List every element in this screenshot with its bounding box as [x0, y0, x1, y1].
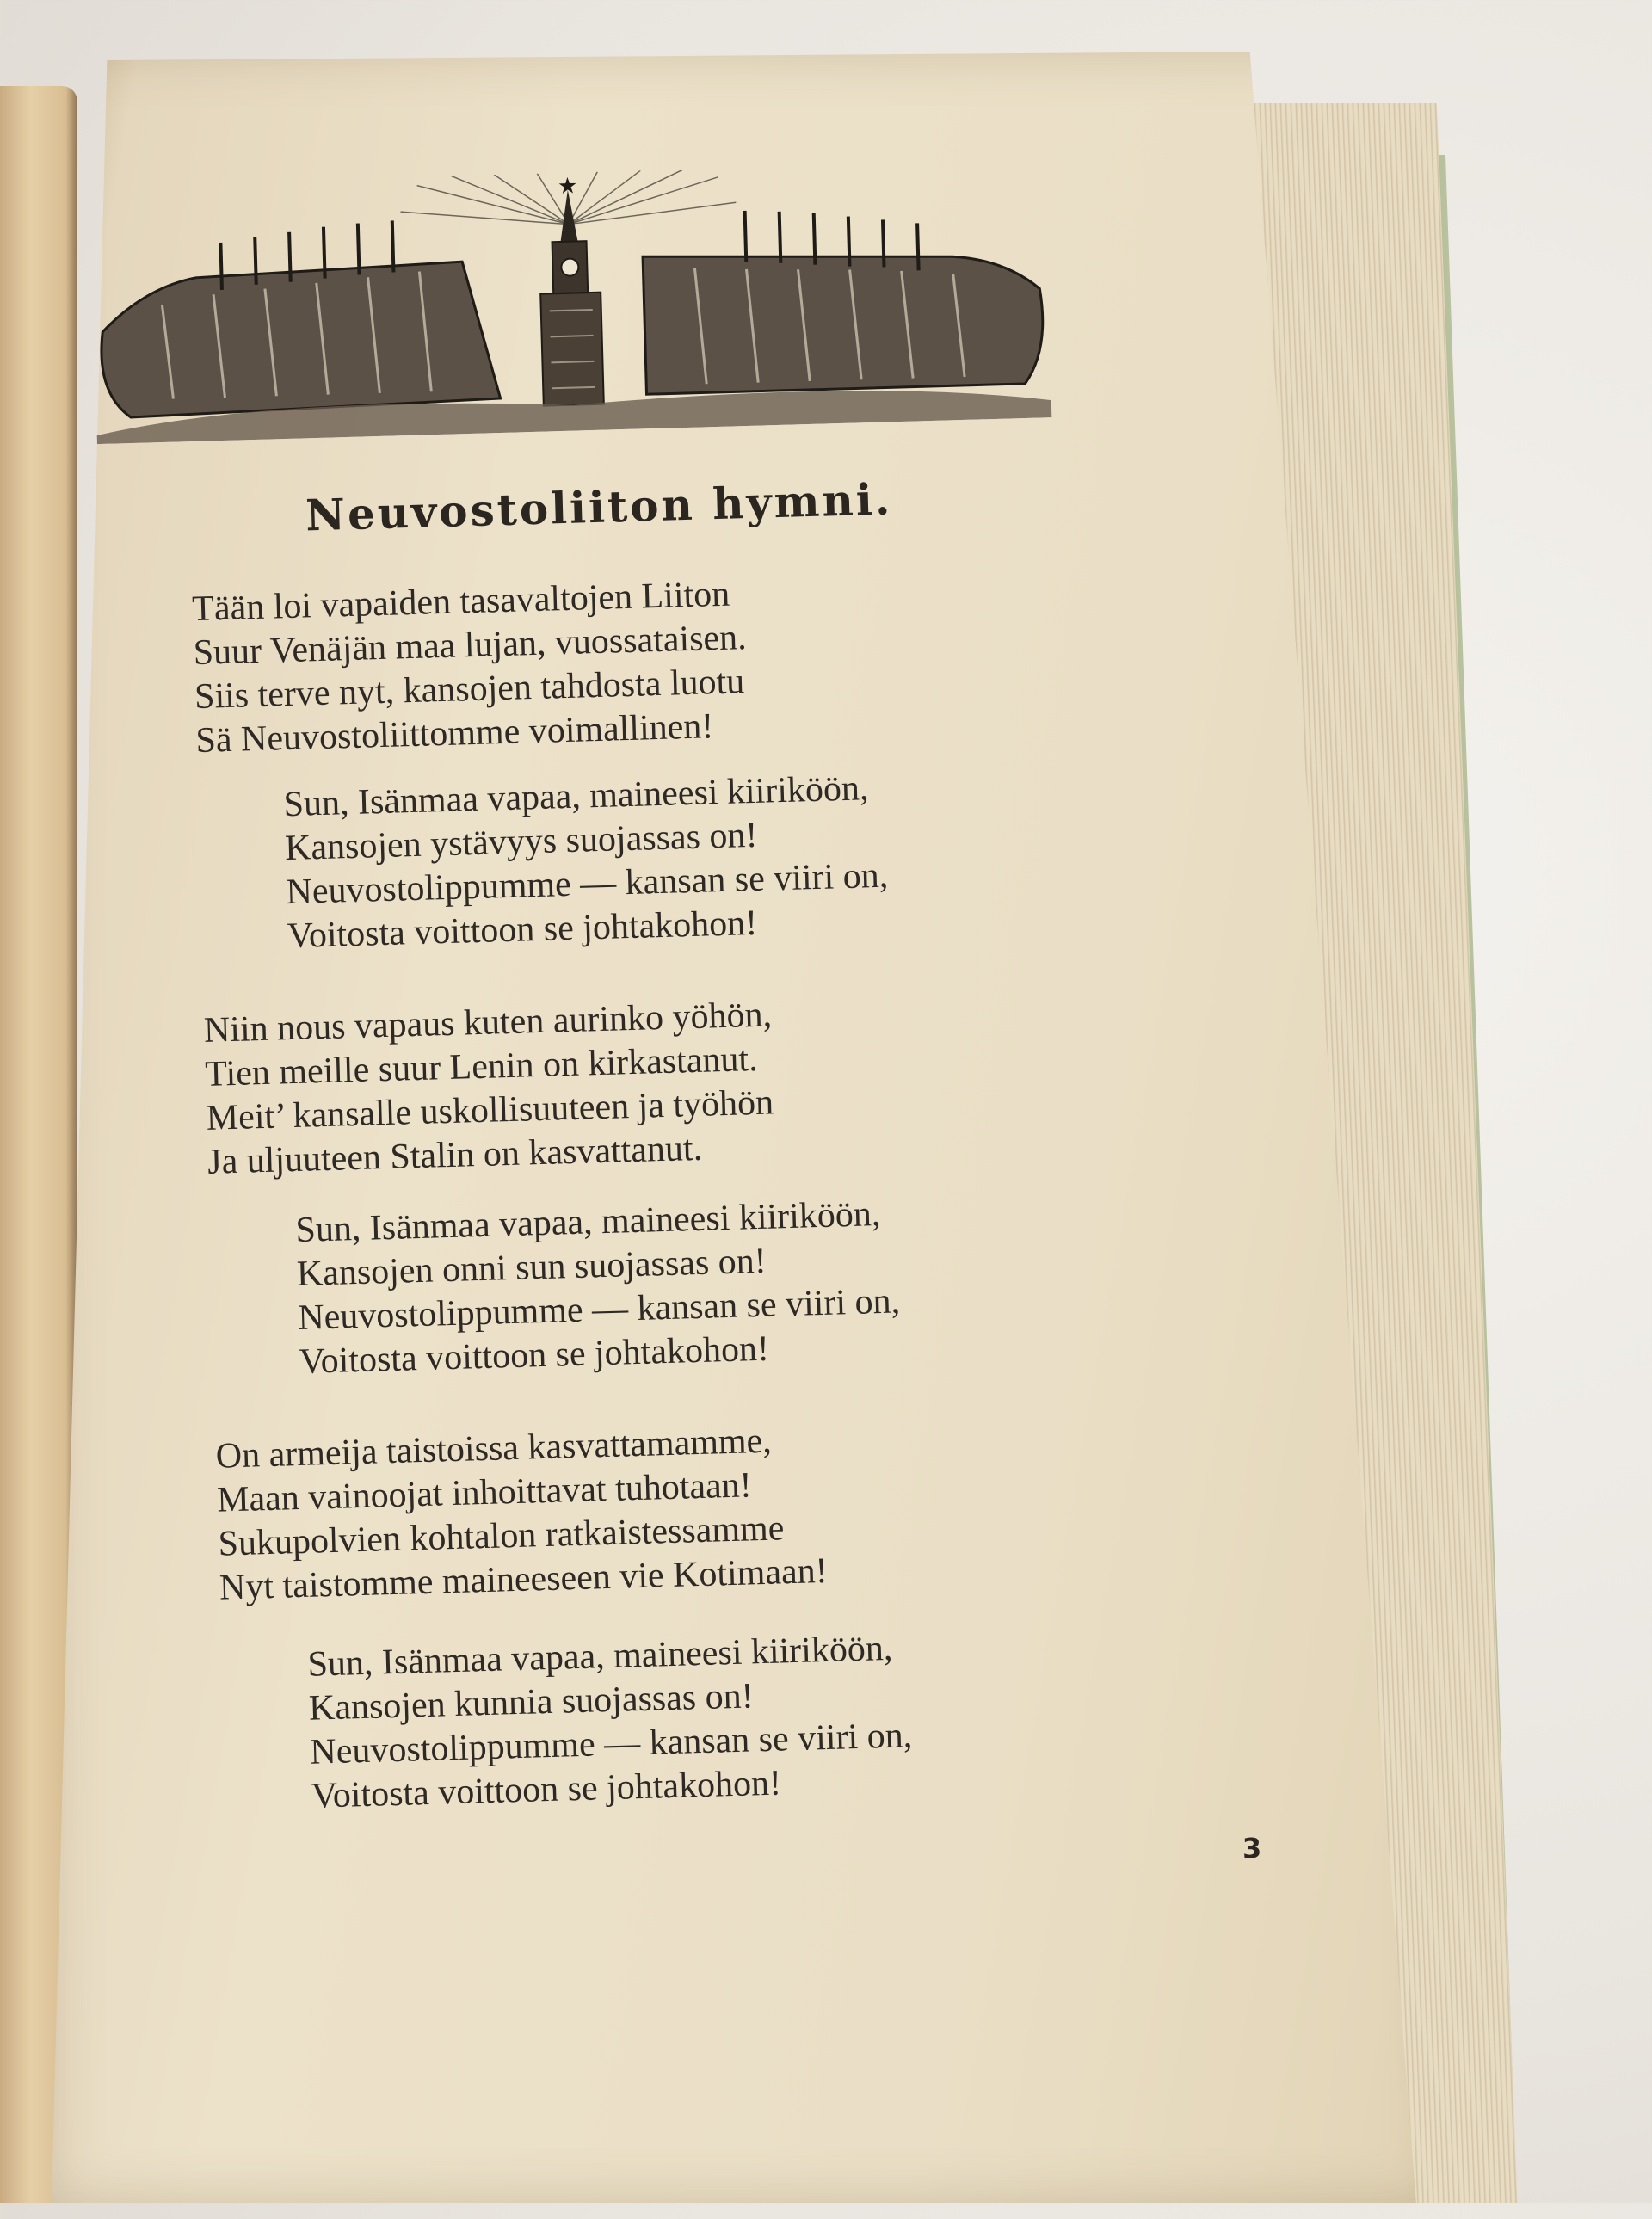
verse-line: Voitosta voittoon se johtakohon! [287, 903, 758, 957]
verse-line: Sun, Isänmaa vapaa, maineesi kiiriköön, [306, 1628, 893, 1685]
verse-line: Suur Venäjän maa lujan, vuossataisen. [193, 618, 748, 674]
verse-line: Maan vainoojat inhoittavat tuhotaan! [216, 1465, 753, 1520]
verse-line: Voitosta voittoon se johtakohon! [311, 1763, 782, 1816]
verse-line: Neuvostolippumme — kansan se viiri on, [285, 855, 889, 913]
verse-line: Ja uljuuteen Stalin on kasvattanut. [206, 1128, 703, 1182]
page-number: 3 [1242, 1831, 1262, 1865]
verse-line: Kansojen kunnia suojassas on! [308, 1676, 755, 1729]
verse-line: Tään loi vapaiden tasavaltojen Liiton [191, 574, 730, 630]
verse-line: Kansojen ystävyys suojassas on! [284, 815, 758, 869]
verse-line: Neuvostolippumme — kansan se viiri on, [297, 1281, 901, 1338]
stanza-1 [192, 572, 750, 763]
verse-line: On armeija taistoissa kasvattamamme, [215, 1421, 773, 1476]
verse-line: Meit’ kansalle uskollisuuteen ja työhön [206, 1082, 774, 1138]
chorus-3 [307, 1626, 914, 1818]
verse-line: Kansojen onni sun suojassas on! [296, 1241, 767, 1294]
kremlin-tower-banner-icon [90, 159, 1052, 444]
verse-line: Tien meille suur Lenin on kirkastanut. [204, 1039, 759, 1094]
verse-line: Voitosta voittoon se johtakohon! [299, 1328, 770, 1382]
page-title: Neuvostoliiton hymni. [305, 473, 893, 541]
verse-line: Sun, Isänmaa vapaa, maineesi kiiriköön, [294, 1194, 881, 1250]
chorus-1 [283, 767, 890, 958]
verse-line: Sun, Isänmaa vapaa, maineesi kiiriköön, [283, 768, 870, 825]
svg-text:★: ★ [557, 173, 578, 200]
verse-line: Nyt taistomme maineeseen vie Kotimaan! [219, 1550, 829, 1608]
verse-line: Sukupolvien kohtalon ratkaistessamme [217, 1508, 785, 1564]
stanza-3 [215, 1418, 828, 1611]
verse-line: Siis terve nyt, kansojen tahdosta luotu [194, 662, 745, 718]
verse-line: Sä Neuvostoliittomme voimallinen! [194, 706, 714, 761]
verse-line: Niin nous vapaus kuten aurinko yöhön, [203, 995, 773, 1051]
stanza-2 [203, 993, 776, 1184]
chorus-2 [295, 1192, 902, 1384]
verse-line: Neuvostolippumme — kansan se viiri on, [309, 1716, 913, 1772]
